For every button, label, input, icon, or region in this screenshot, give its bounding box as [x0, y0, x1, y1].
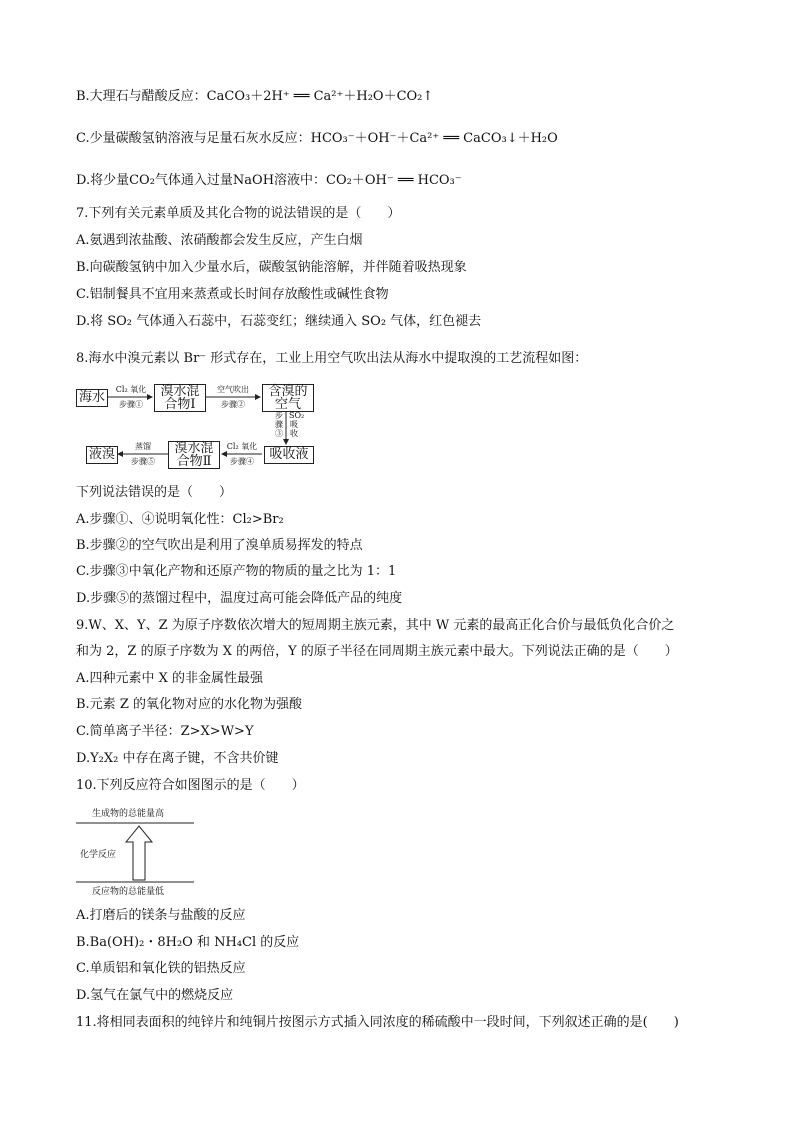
bromine-flow-diagram — [76, 384, 336, 468]
flow-box-seawater: 海水 — [76, 389, 108, 407]
q10-option-b: B.Ba(OH)₂・8H₂O 和 NH₄Cl 的反应 — [76, 935, 300, 950]
flow-box-mix2-line2: 合物Ⅱ — [176, 454, 212, 469]
step2-top-label: 空气吹出 — [217, 385, 249, 394]
flow-box-air-line2: 空气 — [274, 397, 301, 412]
q7-option-b: B.向碳酸氢钠中加入少量水后，碳酸氢钠能溶解，并伴随着吸热现象 — [76, 260, 467, 275]
q8-sub-stem: 下列说法错误的是（ ） — [76, 485, 233, 500]
q9-option-b: B.元素 Z 的氧化物对应的水化物为强酸 — [76, 697, 302, 712]
q8-option-d: D.步骤⑤的蒸馏过程中，温度过高可能会降低产品的纯度 — [76, 591, 403, 606]
q9-option-d: D.Y₂X₂ 中存在离子键，不含共价键 — [76, 751, 279, 766]
q8-option-b: B.步骤②的空气吹出是利用了溴单质易挥发的特点 — [76, 538, 363, 553]
flow-box-mix1 — [154, 384, 206, 412]
step3-right-label: SO₂吸收 — [289, 411, 305, 438]
step3-left-label: 步骤③ — [275, 411, 283, 438]
energy-top-label: 生成物的总能量高 — [92, 809, 165, 819]
q9-option-c: C.简单离子半径：Z>X>W>Y — [76, 724, 254, 739]
flow-box-mix1-line1: 溴水混 — [160, 384, 200, 399]
flow-box-mix2 — [168, 441, 220, 469]
step5-top-label: 蒸馏 — [135, 442, 151, 451]
flow-box-bromine-air — [262, 384, 314, 412]
q7-stem: 7.下列有关元素单质及其化合物的说法错误的是（ ） — [76, 206, 401, 221]
flow-box-mix2-line1: 溴水混 — [174, 441, 214, 456]
q9-stem-line1: 9.W、X、Y、Z 为原子序数依次增大的短周期主族元素，其中 W 元素的最高正化合价与最低负化合价之 — [76, 618, 675, 633]
q8-option-a: A.步骤①、④说明氧化性：Cl₂>Br₂ — [76, 512, 284, 527]
q6-option-b: B.大理石与醋酸反应：CaCO₃＋2H⁺ ══ Ca²⁺＋H₂O＋CO₂↑ — [76, 89, 434, 104]
flow-box-absorb: 吸收液 — [264, 446, 314, 464]
step4-top-label: Cl₂ 氧化 — [226, 442, 258, 451]
q6-option-c: C.少量碳酸氢钠溶液与足量石灰水反应：HCO₃⁻＋OH⁻＋Ca²⁺ ══ CaCO₃↓＋H₂O — [76, 131, 558, 146]
q6-option-d: D.将少量CO₂气体通入过量NaOH溶液中：CO₂＋OH⁻ ══ HCO₃⁻ — [76, 173, 462, 188]
q10-option-d: D.氢气在氯气中的燃烧反应 — [76, 988, 234, 1003]
step4-bottom-label: 步骤④ — [230, 457, 254, 466]
q7-option-d: D.将 SO₂ 气体通入石蕊中，石蕊变红；继续通入 SO₂ 气体，红色褪去 — [76, 314, 482, 329]
energy-diagram — [76, 800, 196, 900]
q10-option-c: C.单质铝和氧化铁的铝热反应 — [76, 961, 246, 976]
flow-box-air-line1: 含溴的 — [268, 384, 308, 399]
q9-option-a: A.四种元素中 X 的非金属性最强 — [76, 671, 264, 686]
step5-bottom-label: 步骤⑤ — [131, 457, 155, 466]
flow-box-liquid-bromine: 液溴 — [86, 446, 118, 464]
energy-bottom-label: 反应物的总能量低 — [92, 887, 165, 897]
q10-option-a: A.打磨后的镁条与盐酸的反应 — [76, 908, 246, 923]
q7-option-a: A.氨遇到浓盐酸、浓硝酸都会发生反应，产生白烟 — [76, 233, 363, 248]
q9-stem-line2: 和为 2，Z 的原子序数为 X 的两倍，Y 的原子半径在同周期主族元素中最大。下列说法正确的是（ ） — [76, 644, 678, 659]
q10-stem: 10.下列反应符合如图图示的是（ ） — [76, 778, 305, 793]
q8-stem: 8.海水中溴元素以 Br⁻ 形式存在，工业上用空气吹出法从海水中提取溴的工艺流程如图： — [76, 351, 588, 366]
step1-top-label: Cl₂ 氧化 — [115, 385, 147, 394]
energy-middle-label: 化学反应 — [80, 850, 117, 860]
q11-stem: 11.将相同表面积的纯锌片和纯铜片按图示方式插入同浓度的稀硫酸中一段时间，下列叙述正确的是( ) — [76, 1015, 679, 1030]
q7-option-c: C.铝制餐具不宜用来蒸煮或长时间存放酸性或碱性食物 — [76, 287, 389, 302]
step1-bottom-label: 步骤① — [119, 400, 143, 409]
q8-option-c: C.步骤③中氧化产物和还原产物的物质的量之比为 1：1 — [76, 564, 397, 579]
step2-bottom-label: 步骤② — [221, 400, 245, 409]
flow-box-mix1-line2: 合物Ⅰ — [164, 397, 196, 412]
